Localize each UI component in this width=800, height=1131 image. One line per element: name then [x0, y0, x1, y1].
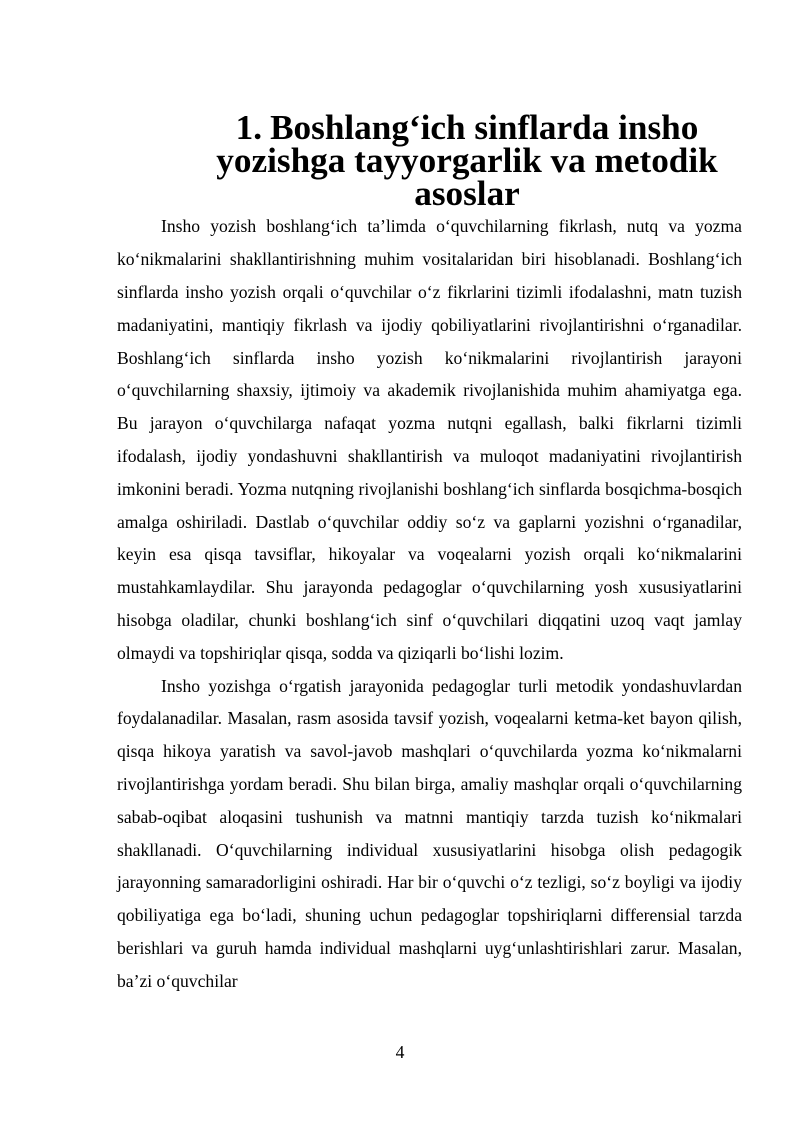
page-content — [117, 108, 742, 998]
body-paragraph-2: Insho yozishga o‘rgatish jarayonida pedagoglar turli metodik yondashuvlardan foydalanadilar. Masalan, rasm asosida tavsif yozish, voqealarni ketma-ket bayon qilish, qisqa hikoya yaratish va savol-javob mashqlari o‘quvchilarda yozma ko‘nikmalarni rivojlantirishga yordam beradi. Shu bilan birga, amaliy mashqlar orqali o‘quvchilarning sabab-oqibat aloqasini tushunish va matnni mantiqiy tarzda tuzish ko‘nikmalari shakllanadi. O‘quvchilarning individual xususiyatlarini hisobga olish pedagogik jarayonning samaradorligini oshiradi. Har bir o‘quvchi o‘z tezligi, so‘z boyligi va ijodiy qobiliyatiga ega bo‘ladi, shuning uchun pedagoglar topshiriqlarni differensial tarzda berishlari va guruh hamda individual mashqlarni uyg‘unlashtirishlari zarur. Masalan, ba’zi o‘quvchilar — [117, 675, 742, 991]
body-paragraph-1: Insho yozish boshlang‘ich ta’limda o‘quvchilarning fikrlash, nutq va yozma ko‘nikmalarini shakllantirishning muhim vositalaridan biri hisoblanadi. Boshlang‘ich sinflarda insho yozish orqali o‘quvchilar o‘z fikrlarini tizimli ifodalashni, matn tuzish madaniyatini, mantiqiy fikrlash va ijodiy qobiliyatlarini rivojlantirishni o‘rganadilar. Boshlang‘ich sinflarda insho yozish ko‘nikmalarini rivojlantirish jarayoni o‘quvchilarning shaxsiy, ijtimoiy va akademik rivojlanishida muhim ahamiyatga ega. Bu jarayon o‘quvchilarga nafaqat yozma nutqni egallash, balki fikrlarni tizimli ifodalash, ijodiy yondashuvni shakllantirish va muloqot madaniyatini rivojlantirish imkonini beradi. Yozma nutqning rivojlanishi boshlang‘ich sinflarda bosqichma-bosqich amalga oshiriladi. Dastlab o‘quvchilar oddiy so‘z va gaplarni yozishni o‘rganadilar, keyin esa qisqa tavsiflar, hikoyalar va voqealarni yozish orqali ko‘nikmalarini mustahkamlaydilar. Shu jarayonda pedagoglar o‘quvchilarning yosh xususiyatlarini hisobga oladilar, chunki boshlang‘ich sinf o‘quvchilari diqqatini uzoq vaqt jamlay olmaydi va topshiriqlar qisqa, sodda va qiziqarli bo‘lishi lozim. — [117, 216, 742, 663]
section-title: Boshlang‘ich sinflarda insho yozishga tayyorgarlik va metodik asoslar — [216, 108, 718, 213]
section-number: 1. — [235, 108, 263, 147]
page-number: 4 — [395, 1042, 405, 1062]
section-heading — [117, 108, 742, 213]
